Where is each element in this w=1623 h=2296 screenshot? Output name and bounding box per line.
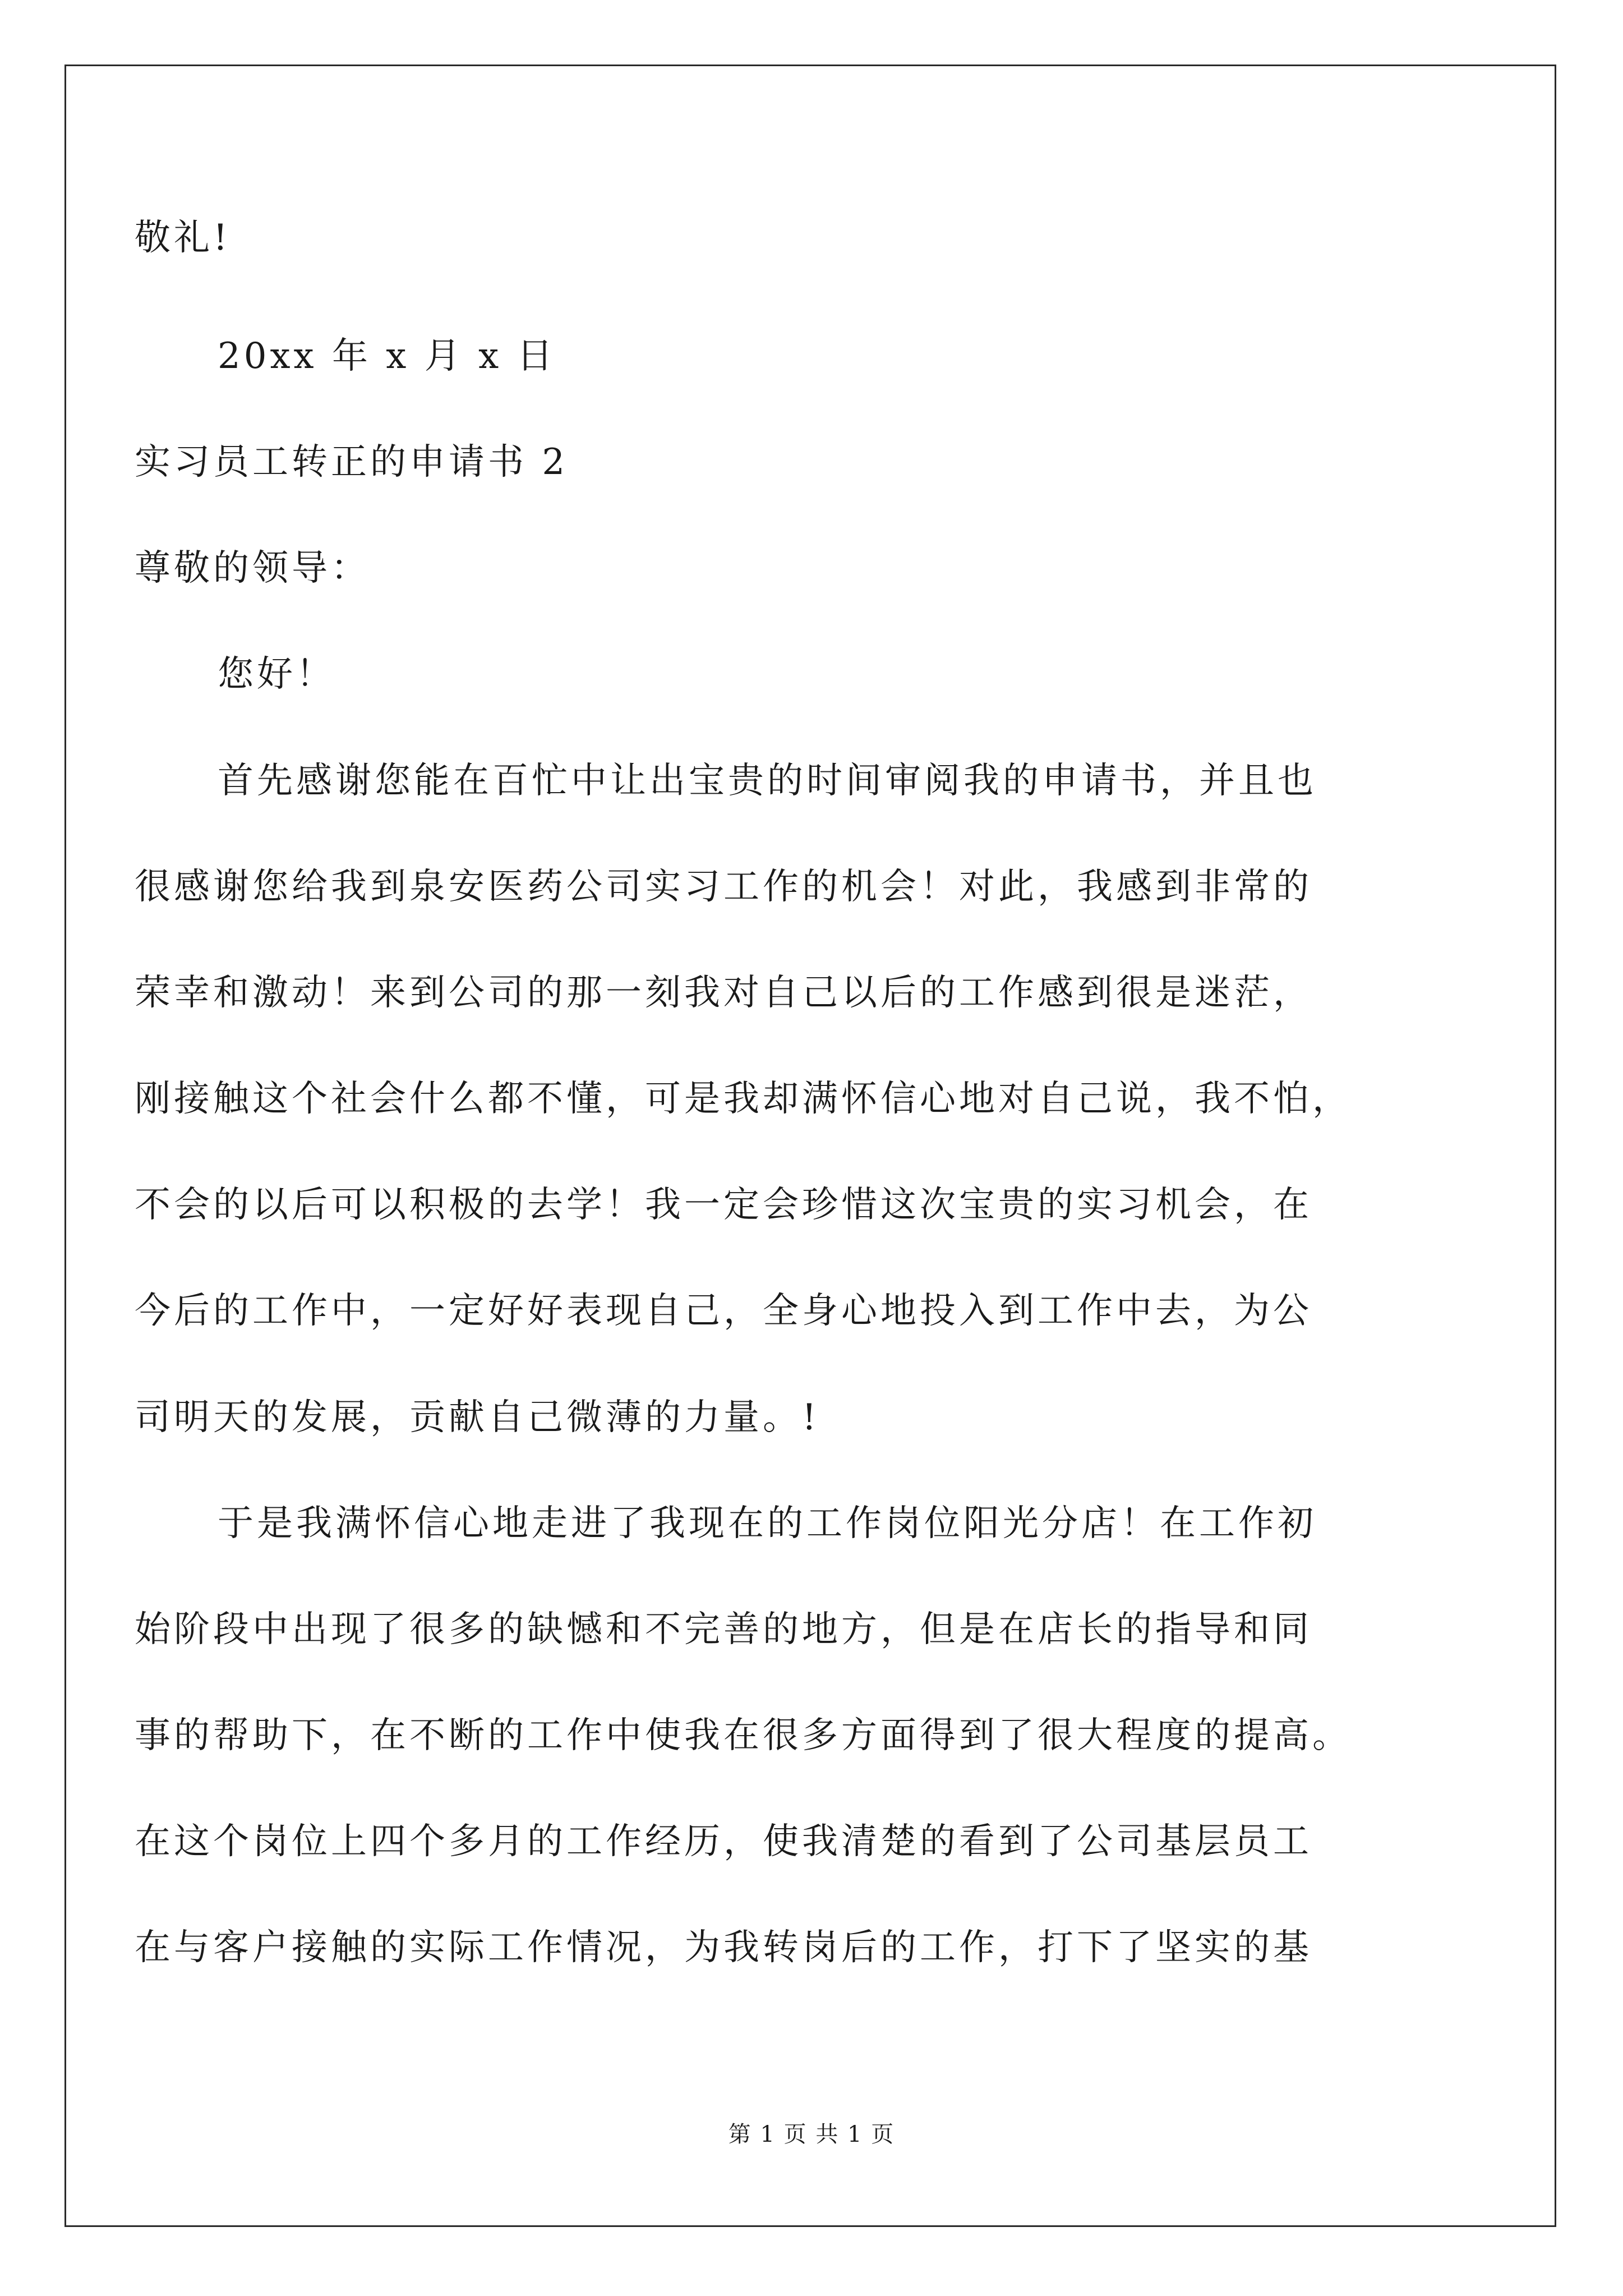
body-line: 司明天的发展，贡献自己微薄的力量。! [135,1397,820,1438]
date-line: 20xx 年 x 月 x 日 [218,335,556,377]
page-footer: 第 1 页 共 1 页 [728,2122,895,2147]
salutation: 尊敬的领导： [135,547,370,589]
body-line: 刚接触这个社会什么都不懂，可是我却满怀信心地对自己说，我不怕， [135,1078,1352,1120]
body-line: 不会的以后可以积极的去学！我一定会珍惜这次宝贵的实习机会，在 [135,1184,1312,1226]
body-line: 在与客户接触的实际工作情况，为我转岗后的工作，打下了坚实的基 [135,1927,1312,1968]
body-line: 很感谢您给我到泉安医药公司实习工作的机会！对此，我感到非常的 [135,866,1312,908]
greeting: 您好！ [218,654,335,695]
body-line: 在这个岗位上四个多月的工作经历，使我清楚的看到了公司基层员工 [135,1821,1312,1862]
body-line: 于是我满怀信心地走进了我现在的工作岗位阳光分店！在工作初 [218,1503,1317,1544]
body-line: 荣幸和激动！来到公司的那一刻我对自己以后的工作感到很是迷茫， [135,972,1312,1014]
body-line: 始阶段中出现了很多的缺憾和不完善的地方，但是在店长的指导和同 [135,1609,1312,1650]
letter-title: 实习员工转正的申请书 2 [135,441,569,483]
document-body [135,0,1503,2296]
body-line: 今后的工作中，一定好好表现自己，全身心地投入到工作中去，为公 [135,1290,1312,1332]
body-line: 首先感谢您能在百忙中让出宝贵的时间审阅我的申请书，并且也 [218,760,1317,802]
closing-text: 敬礼! [135,217,231,259]
body-line: 事的帮助下，在不断的工作中使我在很多方面得到了很大程度的提高。 [135,1715,1352,1756]
